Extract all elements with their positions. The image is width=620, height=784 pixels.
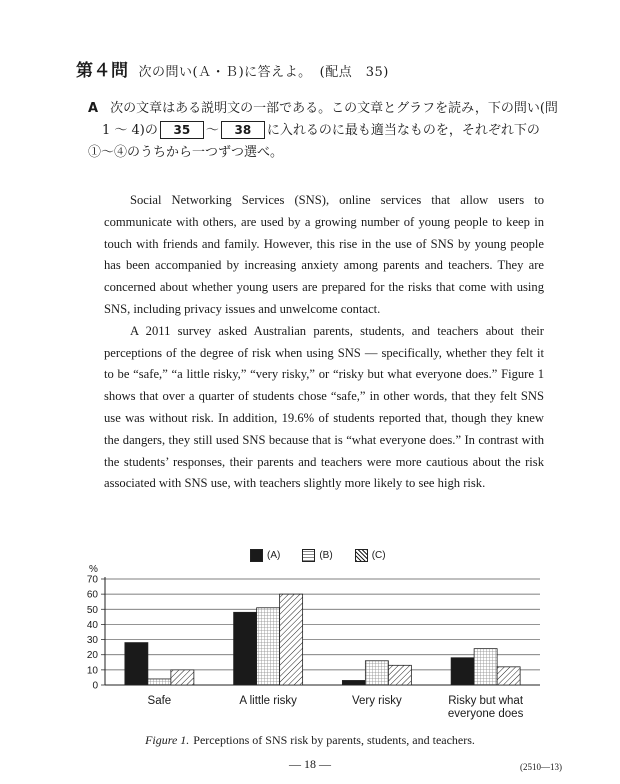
figure-caption (0, 733, 620, 748)
bar-b (474, 649, 497, 685)
answer-box-35: 35 (160, 121, 204, 139)
y-tick-label: 50 (86, 604, 98, 616)
y-tick-label: 40 (86, 619, 98, 631)
bar-a (342, 680, 365, 685)
bar-b (365, 661, 388, 685)
y-tick-label: 70 (86, 574, 98, 586)
figure-caption-text: Perceptions of SNS risk by parents, students, and teachers. (193, 733, 475, 747)
bar-b (257, 608, 280, 685)
bar-c (280, 594, 303, 685)
question-line-1: 次の文章はある説明文の一部である。この文章とグラフを読み，下の問い(問 (110, 101, 558, 116)
bar-c (171, 670, 194, 685)
bar-c (388, 665, 411, 685)
y-tick-label: 0 (92, 680, 98, 692)
bar-c (497, 667, 520, 685)
y-tick-label: 60 (86, 589, 98, 601)
figure-caption-label: Figure 1. (145, 733, 190, 747)
question-line-2-prefix: 1 ～ 4)の (102, 123, 158, 138)
y-axis-unit-label: % (89, 564, 98, 575)
points-note: (配点 35) (319, 65, 389, 80)
passage-paragraph-1: Social Networking Services (SNS), online services that allow users to communicate with others, are used by a growing number of young people to keep in touch with friends and family. However, this rise in the use of SNS by young people has been accompanied by increasing anxiety among parents and teachers. They are concerned about whether young users are prepared for the risks that come with using SNS, including privacy issues and unwelcome contact. (104, 193, 544, 316)
question-range-tilde: ～ (205, 123, 219, 138)
x-category-label: Very risky (351, 695, 402, 707)
x-category-label: Safe (147, 695, 172, 707)
x-category-label: A little risky (239, 695, 297, 707)
section-label: A (88, 101, 99, 116)
bar-a (234, 612, 257, 685)
question-line-2-suffix: に入れるのに最も適当なものを，それぞれ下の (266, 123, 540, 138)
bar-a (451, 658, 474, 685)
page-number: — 18 — (289, 757, 331, 771)
exam-code: (2510—13) (520, 762, 562, 772)
legend-label-b: (B) (319, 550, 333, 561)
y-tick-label: 30 (86, 635, 98, 647)
answer-box-38: 38 (221, 121, 265, 139)
bar-b (148, 679, 171, 685)
bar-a (125, 643, 148, 685)
legend-label-c: (C) (371, 550, 386, 561)
y-tick-label: 10 (86, 665, 98, 677)
x-category-label: everyone does (447, 708, 524, 720)
y-tick-label: 20 (86, 650, 98, 662)
problem-instruction: 次の問い(Ａ・Ｂ)に答えよ。 (138, 65, 312, 80)
question-line-3: ①～④のうちから一つずつ選べ。 (88, 145, 284, 160)
x-category-label: Risky but what (448, 695, 524, 707)
problem-number: 第４問 (76, 61, 129, 81)
legend-label-a: (A) (267, 550, 281, 561)
passage-paragraph-2: A 2011 survey asked Australian parents, students, and teachers about their perceptions of the degree of risk when using SNS — specifically, whether they felt it to be “safe,” “a little risky,” “very risky,” or “risky but what everyone does.” Figure 1 shows that over a quarter of students chose “safe,” in other words, that they felt SNS use was without risk. In addition, 19.6% of students reported that, though they knew the dangers, they still used SNS because that is “what everyone does.” In contrast with the students’ responses, their parents and teachers were more cautious about the risk associated with SNS use, with teachers slightly more likely to see high risk. (104, 323, 544, 491)
